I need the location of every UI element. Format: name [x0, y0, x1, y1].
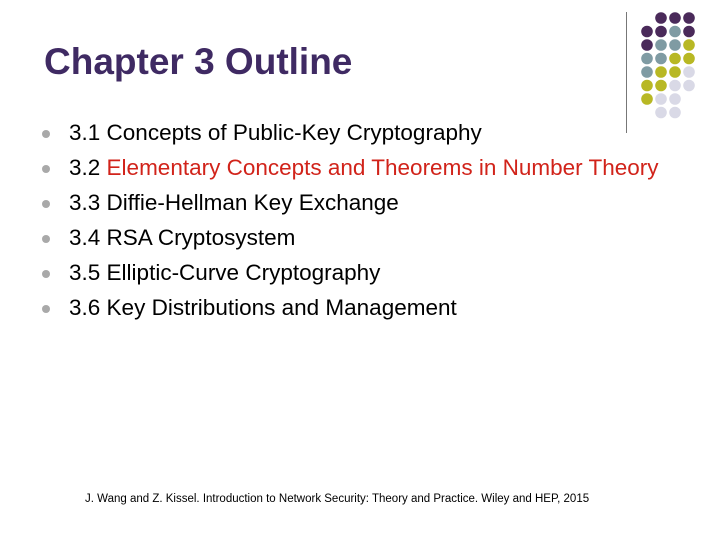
section-number: 3.6 — [69, 295, 101, 320]
section-number: 3.1 — [69, 120, 101, 145]
slide-title: Chapter 3 Outline — [44, 41, 353, 82]
bullet-marker-icon — [42, 200, 50, 208]
decorative-dot — [641, 80, 653, 92]
bullet-marker-icon — [42, 270, 50, 278]
outline-item — [40, 190, 680, 216]
bullet-marker-icon — [42, 130, 50, 138]
decorative-dot — [655, 66, 667, 78]
section-title: RSA Cryptosystem — [106, 225, 296, 250]
bullet-marker-icon — [42, 235, 50, 243]
section-title: Key Distributions and Management — [106, 295, 457, 320]
outline-item — [40, 260, 680, 286]
section-number: 3.5 — [69, 260, 101, 285]
section-number: 3.2 — [69, 155, 101, 180]
decorative-dot — [641, 39, 653, 51]
decorative-dot — [669, 39, 681, 51]
decorative-dot — [683, 26, 695, 38]
section-title: Concepts of Public-Key Cryptography — [106, 120, 482, 145]
decorative-dot — [641, 26, 653, 38]
section-number: 3.4 — [69, 225, 101, 250]
decorative-dot — [655, 39, 667, 51]
decorative-dot — [641, 53, 653, 65]
section-title: Elementary Concepts and Theorems in Number Theory — [106, 155, 659, 180]
citation-footer: J. Wang and Z. Kissel. Introduction to Network Security: Theory and Practice. Wiley and HEP, 2015 — [85, 493, 590, 505]
decorative-dot — [669, 53, 681, 65]
decorative-dot — [669, 12, 681, 24]
decorative-dot — [641, 66, 653, 78]
decorative-dot — [683, 80, 695, 92]
decorative-dot — [669, 26, 681, 38]
bullet-marker-icon — [42, 305, 50, 313]
bullet-marker-icon — [42, 165, 50, 173]
decorative-dot — [641, 93, 653, 105]
decorative-dot — [669, 66, 681, 78]
section-title: Elliptic-Curve Cryptography — [106, 260, 381, 285]
decorative-dot — [655, 26, 667, 38]
outline-item — [40, 295, 680, 321]
decorative-dot — [683, 53, 695, 65]
section-title: Diffie-Hellman Key Exchange — [106, 190, 399, 215]
decorative-dot — [669, 93, 681, 105]
decorative-dot — [655, 107, 667, 119]
decorative-dot — [655, 12, 667, 24]
decorative-dot — [655, 80, 667, 92]
decorative-dot-grid — [0, 0, 720, 140]
outline-item — [40, 225, 680, 251]
decorative-dot — [683, 39, 695, 51]
outline-list — [40, 120, 680, 330]
decorative-dot — [683, 12, 695, 24]
decorative-dot — [669, 107, 681, 119]
outline-item — [40, 155, 669, 181]
decorative-dot — [669, 80, 681, 92]
decorative-dot — [683, 66, 695, 78]
decorative-dot — [655, 93, 667, 105]
section-number: 3.3 — [69, 190, 101, 215]
decorative-dot — [655, 53, 667, 65]
outline-item — [40, 120, 680, 146]
